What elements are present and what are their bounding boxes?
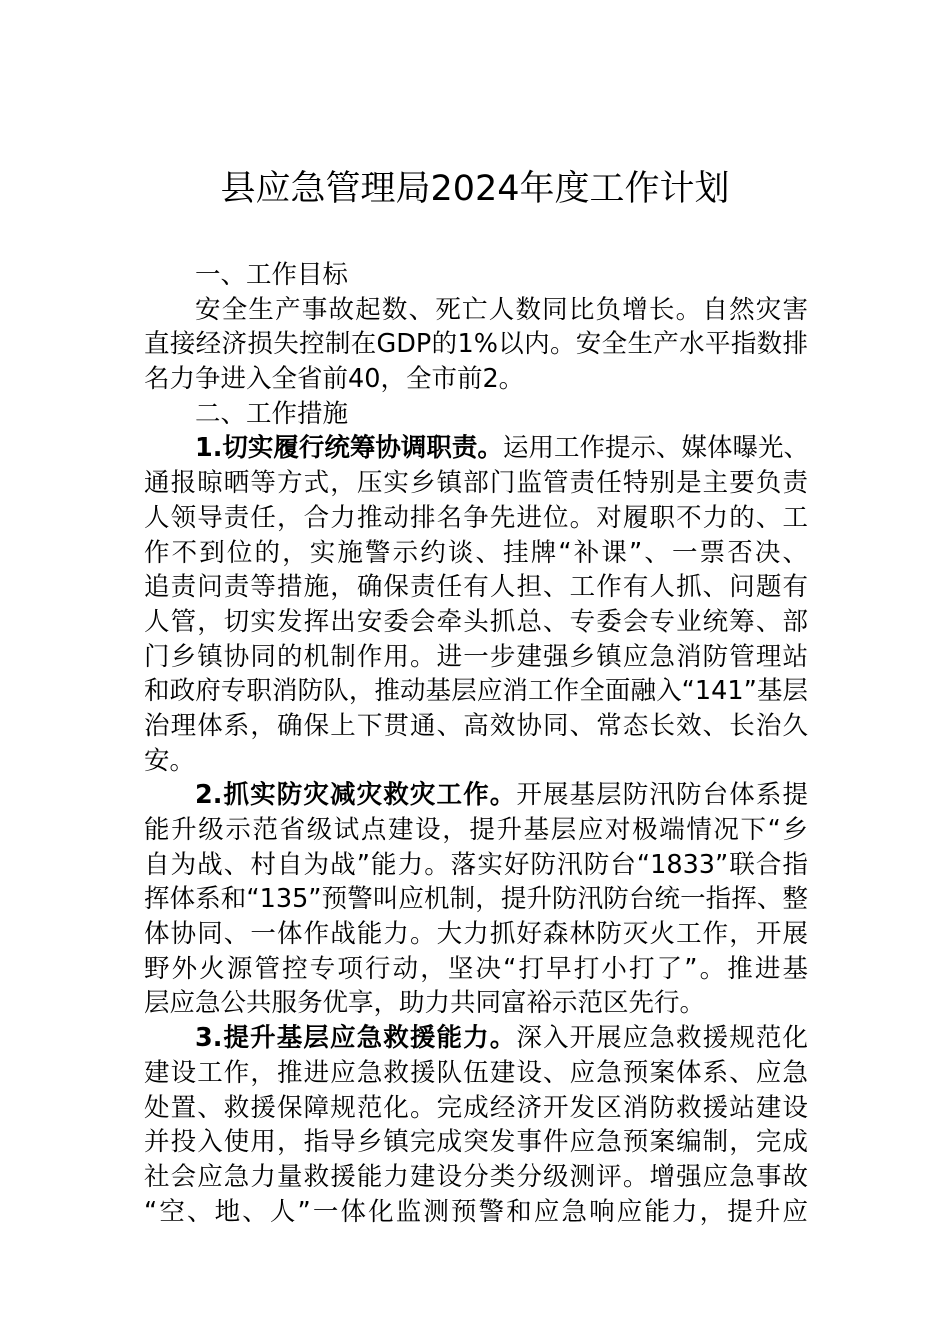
measure-heading: 1.切实履行统筹协调职责。 [195,433,503,464]
paragraph-line: “空、地、人”一体化监测预警和应急响应能力，提升应 [144,1196,808,1227]
document-body [144,258,808,1229]
measure-text: 运用工作提示、媒体曝光、 [502,433,809,464]
paragraph-line: 人领导责任，合力推动排名争先进位。对履职不力的、工 [144,502,808,533]
paragraph-line: 体协同、一体作战能力。大力抓好森林防灭火工作，开展 [144,919,808,950]
paragraph-line: 作不到位的，实施警示约谈、挂牌“补课”、一票否决、 [144,537,808,568]
paragraph-line: 安全生产事故起数、死亡人数同比负增长。自然灾害 [195,294,808,325]
measure-first-line [144,431,808,466]
paragraph-line: 挥体系和“135”预警叫应机制，提升防汛防台统一指挥、整 [144,884,808,915]
paragraph-line: 社会应急力量救援能力建设分类分级测评。增强应急事故 [144,1161,808,1192]
paragraph-line: 和政府专职消防队，推动基层应消工作全面融入“141”基层 [144,676,808,707]
paragraph-line: 自为战、村自为战”能力。落实好防汛防台“1833”联合指 [144,849,808,880]
section-heading: 二、工作措施 [195,398,349,429]
paragraph-line: 通报晾晒等方式，压实乡镇部门监管责任特别是主要负责 [144,468,808,499]
paragraph-line: 建设工作，推进应急救援队伍建设、应急预案体系、应急 [144,1057,808,1088]
paragraph-line: 人管，切实发挥出安委会牵头抓总、专委会专业统筹、部 [144,606,808,637]
measure-heading: 3.提升基层应急救援能力。 [195,1023,517,1054]
paragraph-line: 并投入使用，指导乡镇完成突发事件应急预案编制，完成 [144,1127,808,1158]
paragraph-line: 处置、救援保障规范化。完成经济开发区消防救援站建设 [144,1092,808,1123]
paragraph-line: 层应急公共服务优享，助力共同富裕示范区先行。 [144,988,706,1019]
measure-first-line [144,778,808,813]
paragraph-line: 治理体系，确保上下贯通、高效协同、常态长效、长治久 [144,710,808,741]
paragraph-line: 追责问责等措施，确保责任有人担、工作有人抓、问题有 [144,572,808,603]
measure-heading: 2.抓实防灾减灾救灾工作。 [195,780,517,811]
document-title: 县应急管理局2024年度工作计划 [220,169,730,209]
paragraph-line: 能升级示范省级试点建设，提升基层应对极端情况下“乡 [144,815,808,845]
paragraph-line: 名力争进入全省前40，全市前2。 [144,364,525,395]
measure-first-line [144,1021,808,1056]
measure-text: 开展基层防汛防台体系提 [516,780,808,811]
section-heading: 一、工作目标 [195,260,349,290]
paragraph-line: 门乡镇协同的机制作用。进一步建强乡镇应急消防管理站 [144,641,808,672]
paragraph-line: 直接经济损失控制在GDP的1%以内。安全生产水平指数排 [144,329,808,360]
paragraph-line: 野外火源管控专项行动，坚决“打早打小打了”。推进基 [144,953,808,984]
measure-text: 深入开展应急救援规范化 [516,1023,808,1054]
paragraph-line: 安。 [144,745,196,776]
